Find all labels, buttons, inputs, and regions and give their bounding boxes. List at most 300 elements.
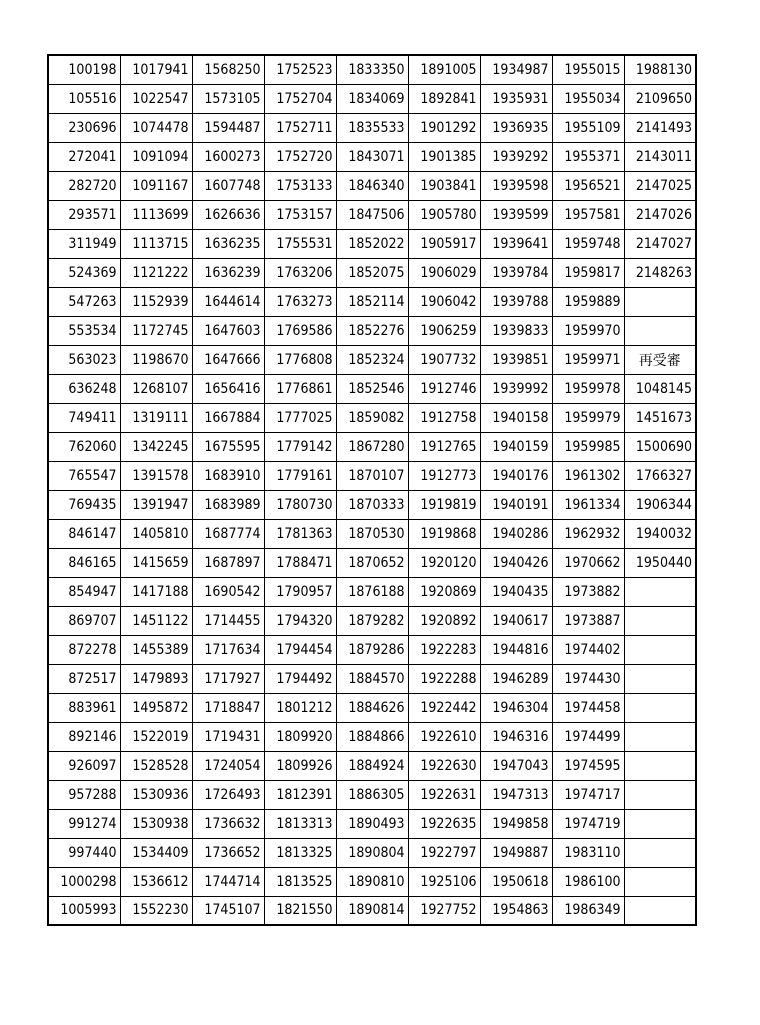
table-cell: 1912758 (408, 403, 480, 432)
table-cell: 1451122 (120, 606, 192, 635)
table-cell: 1879286 (336, 635, 408, 664)
table-cell: 1769586 (264, 316, 336, 345)
table-row (48, 55, 696, 84)
table-cell: 1391578 (120, 461, 192, 490)
table-cell: 1961334 (552, 490, 624, 519)
table-cell: 1528528 (120, 751, 192, 780)
table-cell: 1717634 (192, 635, 264, 664)
table-cell: 892146 (48, 722, 120, 751)
table-cell: 1172745 (120, 316, 192, 345)
table-cell (624, 896, 696, 925)
table-cell: 1905917 (408, 229, 480, 258)
table-cell: 1000298 (48, 867, 120, 896)
table-cell: 769435 (48, 490, 120, 519)
table-cell (624, 664, 696, 693)
table-cell: 1801212 (264, 693, 336, 722)
table-cell: 1091167 (120, 171, 192, 200)
table-cell: 230696 (48, 113, 120, 142)
table-row (48, 461, 696, 490)
table-cell: 1940176 (480, 461, 552, 490)
table-row (48, 577, 696, 606)
table-cell: 1920869 (408, 577, 480, 606)
table-cell (624, 577, 696, 606)
table-cell: 1906259 (408, 316, 480, 345)
table-cell: 762060 (48, 432, 120, 461)
table-cell: 1955015 (552, 55, 624, 84)
table-cell (624, 809, 696, 838)
table-cell: 1879282 (336, 606, 408, 635)
table-cell: 1940158 (480, 403, 552, 432)
table-cell: 1940032 (624, 519, 696, 548)
table-cell: 1714455 (192, 606, 264, 635)
table-cell: 1950618 (480, 867, 552, 896)
table-cell: 553534 (48, 316, 120, 345)
table-row (48, 896, 696, 925)
table-cell: 1736652 (192, 838, 264, 867)
table-cell: 311949 (48, 229, 120, 258)
table-cell: 1451673 (624, 403, 696, 432)
table-cell (624, 316, 696, 345)
table-cell: 1777025 (264, 403, 336, 432)
table-cell: 991274 (48, 809, 120, 838)
table-cell: 105516 (48, 84, 120, 113)
table-cell: 1986100 (552, 867, 624, 896)
table-row (48, 84, 696, 113)
table-cell: 1884866 (336, 722, 408, 751)
table-cell: 1961302 (552, 461, 624, 490)
table-cell: 997440 (48, 838, 120, 867)
table-cell: 1852075 (336, 258, 408, 287)
table-cell: 1940426 (480, 548, 552, 577)
table-cell: 1636239 (192, 258, 264, 287)
table-row (48, 780, 696, 809)
table-cell: 1536612 (120, 867, 192, 896)
table-cell: 2148263 (624, 258, 696, 287)
table-cell: 1568250 (192, 55, 264, 84)
table-cell: 636248 (48, 374, 120, 403)
table-cell: 1636235 (192, 229, 264, 258)
table-cell: 1940286 (480, 519, 552, 548)
table-cell: 1919868 (408, 519, 480, 548)
table-cell: 1892841 (408, 84, 480, 113)
table-cell: 1152939 (120, 287, 192, 316)
table-cell: 1391947 (120, 490, 192, 519)
table-cell: 524369 (48, 258, 120, 287)
table-cell: 1755531 (264, 229, 336, 258)
table-cell: 1017941 (120, 55, 192, 84)
table-cell: 1912765 (408, 432, 480, 461)
table-cell: 1947313 (480, 780, 552, 809)
table-cell: 846147 (48, 519, 120, 548)
number-table-body (48, 55, 696, 925)
table-cell: 1970662 (552, 548, 624, 577)
table-cell: 1906344 (624, 490, 696, 519)
table-cell: 883961 (48, 693, 120, 722)
table-cell: 1500690 (624, 432, 696, 461)
table-cell: 926097 (48, 751, 120, 780)
table-cell: 1974595 (552, 751, 624, 780)
table-cell: 1005993 (48, 896, 120, 925)
table-cell: 854947 (48, 577, 120, 606)
table-row (48, 403, 696, 432)
table-row (48, 432, 696, 461)
table-cell: 1522019 (120, 722, 192, 751)
table-cell: 1959985 (552, 432, 624, 461)
table-row (48, 142, 696, 171)
table-cell: 1752523 (264, 55, 336, 84)
table-cell: 1939292 (480, 142, 552, 171)
table-cell: 1813325 (264, 838, 336, 867)
table-cell: 1675595 (192, 432, 264, 461)
table-cell: 1947043 (480, 751, 552, 780)
table-cell: 1919819 (408, 490, 480, 519)
table-cell: 2143011 (624, 142, 696, 171)
table-cell: 1890810 (336, 867, 408, 896)
table-cell: 872517 (48, 664, 120, 693)
table-row (48, 374, 696, 403)
table-cell: 1935931 (480, 84, 552, 113)
table-cell: 1834069 (336, 84, 408, 113)
table-cell: 1949858 (480, 809, 552, 838)
table-row (48, 809, 696, 838)
table-cell: 1950440 (624, 548, 696, 577)
table-cell: 1988130 (624, 55, 696, 84)
table-cell: 1901385 (408, 142, 480, 171)
table-cell: 1949887 (480, 838, 552, 867)
table-cell: 1752720 (264, 142, 336, 171)
table-row (48, 200, 696, 229)
table-cell (624, 751, 696, 780)
table-cell: 1922610 (408, 722, 480, 751)
table-cell: 1846340 (336, 171, 408, 200)
table-cell: 1091094 (120, 142, 192, 171)
table-cell: 1647603 (192, 316, 264, 345)
table-cell: 1870107 (336, 461, 408, 490)
table-cell: 1891005 (408, 55, 480, 84)
table-cell: 1867280 (336, 432, 408, 461)
table-cell: 1890493 (336, 809, 408, 838)
table-cell: 1753133 (264, 171, 336, 200)
table-cell: 2109650 (624, 84, 696, 113)
table-cell: 872278 (48, 635, 120, 664)
table-cell (624, 635, 696, 664)
table-cell: 1974430 (552, 664, 624, 693)
table-cell: 1752704 (264, 84, 336, 113)
table-cell: 1736632 (192, 809, 264, 838)
table-cell: 1790957 (264, 577, 336, 606)
table-cell: 1974499 (552, 722, 624, 751)
table-cell: 1048145 (624, 374, 696, 403)
table-cell: 1113715 (120, 229, 192, 258)
table-row (48, 722, 696, 751)
table-cell: 2141493 (624, 113, 696, 142)
table-row (48, 548, 696, 577)
table-cell: 1690542 (192, 577, 264, 606)
table-cell: 1718847 (192, 693, 264, 722)
table-cell: 1959889 (552, 287, 624, 316)
table-cell: 1788471 (264, 548, 336, 577)
table-cell: 1920892 (408, 606, 480, 635)
table-cell: 1946304 (480, 693, 552, 722)
table-row (48, 693, 696, 722)
table-cell: 1647666 (192, 345, 264, 374)
table-cell: 1925106 (408, 867, 480, 896)
table-cell: 1959748 (552, 229, 624, 258)
table-cell: 1717927 (192, 664, 264, 693)
table-cell: 1890814 (336, 896, 408, 925)
table-row (48, 287, 696, 316)
table-cell: 547263 (48, 287, 120, 316)
table-cell: 1939788 (480, 287, 552, 316)
table-cell: 1944816 (480, 635, 552, 664)
table-cell: 1198670 (120, 345, 192, 374)
table-cell (624, 693, 696, 722)
table-cell: 765547 (48, 461, 120, 490)
table-cell: 1906029 (408, 258, 480, 287)
table-cell: 1922797 (408, 838, 480, 867)
table-cell: 1852324 (336, 345, 408, 374)
table-cell: 1939833 (480, 316, 552, 345)
table-cell (624, 780, 696, 809)
table-cell: 1936935 (480, 113, 552, 142)
table-cell: 1903841 (408, 171, 480, 200)
table-cell (624, 838, 696, 867)
table-cell: 1973882 (552, 577, 624, 606)
table-cell: 1495872 (120, 693, 192, 722)
table-cell: 1455389 (120, 635, 192, 664)
table-cell: 1852114 (336, 287, 408, 316)
table-cell (624, 606, 696, 635)
table-cell: 1552230 (120, 896, 192, 925)
table-cell: 1776861 (264, 374, 336, 403)
table-cell: 1859082 (336, 403, 408, 432)
table-cell: 1905780 (408, 200, 480, 229)
table-cell: 1779142 (264, 432, 336, 461)
table-cell: 再受審 (624, 345, 696, 374)
table-cell: 1974402 (552, 635, 624, 664)
table-cell: 1940617 (480, 606, 552, 635)
table-cell: 1906042 (408, 287, 480, 316)
table-cell: 1884626 (336, 693, 408, 722)
table-cell: 2147027 (624, 229, 696, 258)
table-cell: 282720 (48, 171, 120, 200)
table-cell: 1934987 (480, 55, 552, 84)
table-cell: 1687774 (192, 519, 264, 548)
table-cell: 1959979 (552, 403, 624, 432)
table-cell (624, 722, 696, 751)
table-cell: 1922442 (408, 693, 480, 722)
table-cell: 1959970 (552, 316, 624, 345)
table-row (48, 229, 696, 258)
table-cell: 1268107 (120, 374, 192, 403)
table-cell: 1922635 (408, 809, 480, 838)
table-cell: 869707 (48, 606, 120, 635)
table-cell: 846165 (48, 548, 120, 577)
table-cell: 2147026 (624, 200, 696, 229)
table-cell: 1667884 (192, 403, 264, 432)
table-cell: 1780730 (264, 490, 336, 519)
table-cell: 1884570 (336, 664, 408, 693)
table-cell: 1890804 (336, 838, 408, 867)
table-cell: 1974719 (552, 809, 624, 838)
table-cell: 1939784 (480, 258, 552, 287)
table-cell: 1573105 (192, 84, 264, 113)
table-cell: 1766327 (624, 461, 696, 490)
table-cell: 1342245 (120, 432, 192, 461)
table-cell: 1530936 (120, 780, 192, 809)
table-cell: 1983110 (552, 838, 624, 867)
table-cell: 1973887 (552, 606, 624, 635)
table-cell: 1884924 (336, 751, 408, 780)
table-cell: 1835533 (336, 113, 408, 142)
table-cell: 1607748 (192, 171, 264, 200)
table-cell: 1534409 (120, 838, 192, 867)
table-row (48, 751, 696, 780)
table-cell: 1812391 (264, 780, 336, 809)
table-cell: 1901292 (408, 113, 480, 142)
table-row (48, 606, 696, 635)
table-cell: 1956521 (552, 171, 624, 200)
table-cell: 1974458 (552, 693, 624, 722)
table-cell: 1781363 (264, 519, 336, 548)
table-row (48, 838, 696, 867)
table-cell: 1794492 (264, 664, 336, 693)
table-cell: 1852022 (336, 229, 408, 258)
table-cell: 1957581 (552, 200, 624, 229)
table-row (48, 258, 696, 287)
table-cell: 1683989 (192, 490, 264, 519)
table-cell: 2147025 (624, 171, 696, 200)
table-cell: 1847506 (336, 200, 408, 229)
table-cell: 1744714 (192, 867, 264, 896)
table-cell: 1683910 (192, 461, 264, 490)
table-cell: 1776808 (264, 345, 336, 374)
table-cell: 1833350 (336, 55, 408, 84)
table-cell: 1955034 (552, 84, 624, 113)
table-cell: 1870333 (336, 490, 408, 519)
table-cell: 1959817 (552, 258, 624, 287)
table-cell: 1922631 (408, 780, 480, 809)
table-cell: 1405810 (120, 519, 192, 548)
table-cell (624, 287, 696, 316)
table-cell: 1870530 (336, 519, 408, 548)
table-cell: 1920120 (408, 548, 480, 577)
table-cell: 1962932 (552, 519, 624, 548)
table-row (48, 345, 696, 374)
table-cell: 1479893 (120, 664, 192, 693)
table-cell: 1813525 (264, 867, 336, 896)
table-cell: 1763206 (264, 258, 336, 287)
table-cell: 1939599 (480, 200, 552, 229)
table-cell: 1745107 (192, 896, 264, 925)
table-cell: 1719431 (192, 722, 264, 751)
table-cell: 1876188 (336, 577, 408, 606)
table-cell: 1763273 (264, 287, 336, 316)
table-row (48, 171, 696, 200)
table-row (48, 316, 696, 345)
table-cell: 1626636 (192, 200, 264, 229)
table-cell: 1074478 (120, 113, 192, 142)
table-row (48, 490, 696, 519)
table-cell: 1417188 (120, 577, 192, 606)
table-cell: 1912746 (408, 374, 480, 403)
table-cell: 1955371 (552, 142, 624, 171)
table-cell: 957288 (48, 780, 120, 809)
table-cell: 1794454 (264, 635, 336, 664)
table-row (48, 519, 696, 548)
table-cell: 1912773 (408, 461, 480, 490)
table-cell: 1821550 (264, 896, 336, 925)
table-row (48, 867, 696, 896)
table-cell: 1907732 (408, 345, 480, 374)
table-cell: 749411 (48, 403, 120, 432)
table-cell: 1870652 (336, 548, 408, 577)
table-cell: 1922283 (408, 635, 480, 664)
table-cell: 1939851 (480, 345, 552, 374)
table-cell: 1939598 (480, 171, 552, 200)
table-cell: 1594487 (192, 113, 264, 142)
table-cell: 1939641 (480, 229, 552, 258)
number-table (47, 54, 697, 926)
table-cell: 1656416 (192, 374, 264, 403)
table-row (48, 113, 696, 142)
table-cell: 272041 (48, 142, 120, 171)
table-cell: 1986349 (552, 896, 624, 925)
table-cell: 563023 (48, 345, 120, 374)
table-cell: 1726493 (192, 780, 264, 809)
table-cell: 1959978 (552, 374, 624, 403)
table-cell: 1955109 (552, 113, 624, 142)
table-cell: 1940191 (480, 490, 552, 519)
table-cell: 1886305 (336, 780, 408, 809)
table-cell: 1852276 (336, 316, 408, 345)
table-cell: 1530938 (120, 809, 192, 838)
table-row (48, 635, 696, 664)
table-cell: 1809926 (264, 751, 336, 780)
table-cell (624, 867, 696, 896)
table-cell: 1974717 (552, 780, 624, 809)
table-cell: 1852546 (336, 374, 408, 403)
table-cell: 1922288 (408, 664, 480, 693)
table-cell: 1121222 (120, 258, 192, 287)
table-cell: 1415659 (120, 548, 192, 577)
table-cell: 1939992 (480, 374, 552, 403)
table-cell: 1022547 (120, 84, 192, 113)
table-cell: 1687897 (192, 548, 264, 577)
table-cell: 1644614 (192, 287, 264, 316)
table-cell: 1600273 (192, 142, 264, 171)
table-cell: 100198 (48, 55, 120, 84)
table-cell: 1922630 (408, 751, 480, 780)
table-cell: 1113699 (120, 200, 192, 229)
table-cell: 293571 (48, 200, 120, 229)
table-cell: 1927752 (408, 896, 480, 925)
table-cell: 1752711 (264, 113, 336, 142)
table-cell: 1946289 (480, 664, 552, 693)
table-cell: 1946316 (480, 722, 552, 751)
table-cell: 1794320 (264, 606, 336, 635)
table-cell: 1779161 (264, 461, 336, 490)
table-cell: 1753157 (264, 200, 336, 229)
table-cell: 1959971 (552, 345, 624, 374)
table-cell: 1940159 (480, 432, 552, 461)
table-cell: 1319111 (120, 403, 192, 432)
table-cell: 1809920 (264, 722, 336, 751)
table-row (48, 664, 696, 693)
table-cell: 1843071 (336, 142, 408, 171)
table-cell: 1724054 (192, 751, 264, 780)
table-cell: 1940435 (480, 577, 552, 606)
